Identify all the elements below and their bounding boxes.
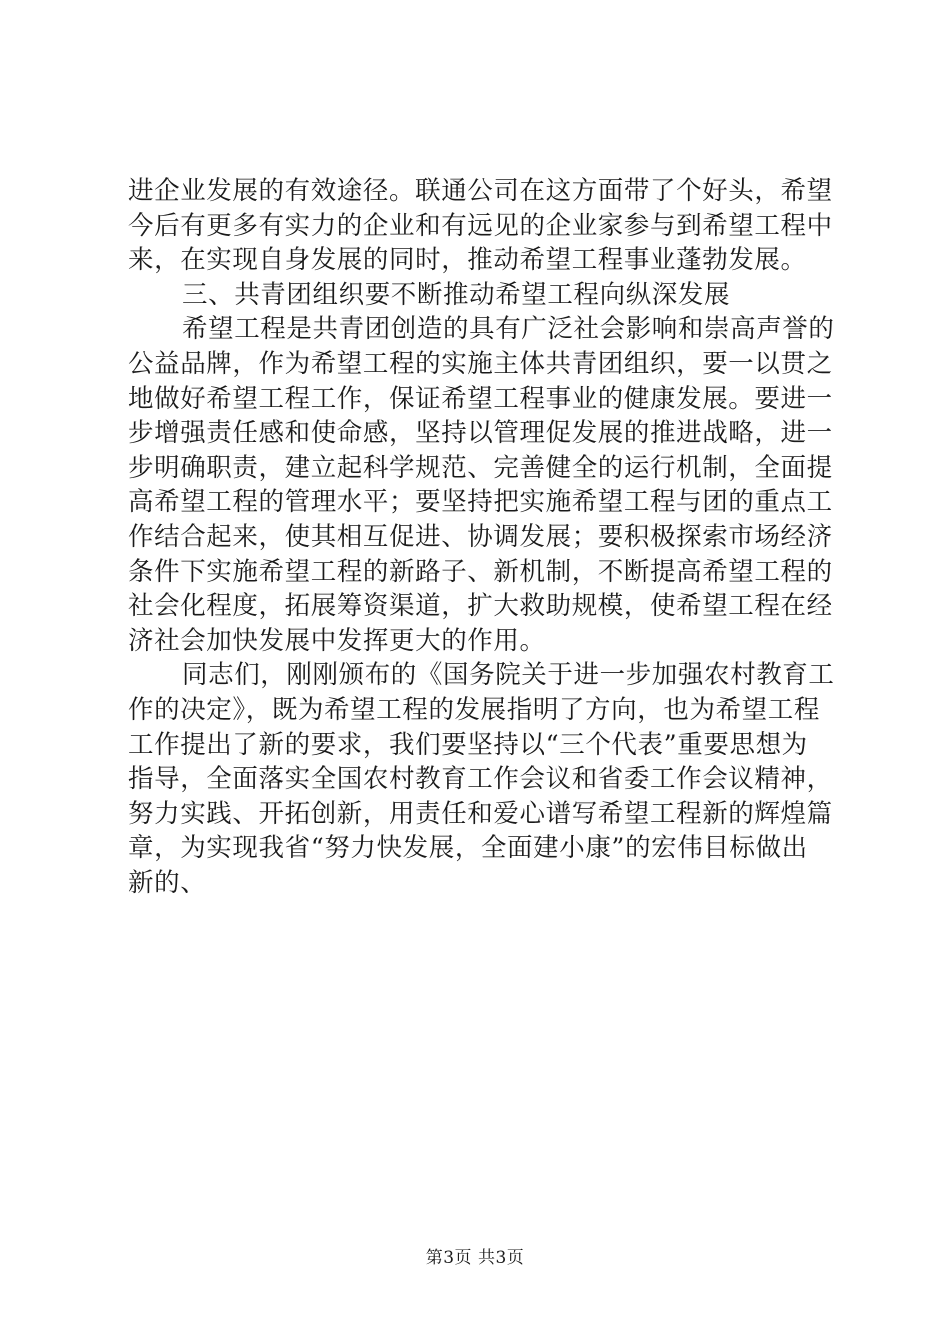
text-line: 高希望工程的管理水平；要坚持把实施希望工程与团的重点工 bbox=[128, 487, 833, 518]
text-line: 进企业发展的有效途径。联通公司在这方面带了个好头，希望 bbox=[128, 176, 833, 206]
text-line: 今后有更多有实力的企业和有远见的企业家参与到希望工程中 bbox=[128, 210, 833, 241]
text-line: 工作提出了新的要求，我们要坚持以“三个代表”重要思想为 bbox=[128, 729, 808, 760]
text-line: 公益品牌，作为希望工程的实施主体共青团组织，要一以贯之 bbox=[128, 348, 833, 379]
text-line: 同志们，刚刚颁布的《国务院关于进一步加强农村教育工 bbox=[182, 660, 835, 691]
text-line: 新的、 bbox=[128, 867, 207, 898]
page-number-footer: 第3页 共3页 bbox=[425, 1248, 525, 1268]
text-line: 地做好希望工程工作，保证希望工程事业的健康发展。要进一 bbox=[128, 383, 833, 414]
text-line: 章，为实现我省“努力快发展，全面建小康”的宏伟目标做出 bbox=[128, 833, 808, 864]
text-line: 作的决定》，既为希望工程的发展指明了方向，也为希望工程 bbox=[128, 694, 820, 725]
text-line: 指导，全面落实全国农村教育工作会议和省委工作会议精神， bbox=[128, 764, 833, 795]
text-line: 步增强责任感和使命感，坚持以管理促发展的推进战略，进一 bbox=[128, 418, 833, 449]
text-line: 作结合起来，使其相互促进、协调发展；要积极探索市场经济 bbox=[128, 521, 833, 552]
text-line: 希望工程是共青团创造的具有广泛社会影响和崇高声誉的 bbox=[182, 314, 835, 345]
document-body bbox=[128, 174, 838, 900]
text-line: 济社会加快发展中发挥更大的作用。 bbox=[128, 625, 546, 656]
text-line: 条件下实施希望工程的新路子、新机制，不断提高希望工程的 bbox=[128, 556, 833, 587]
text-line: 社会化程度，拓展筹资渠道，扩大救助规模，使希望工程在经 bbox=[128, 591, 833, 622]
text-line: 努力实践、开拓创新，用责任和爱心谱写希望工程新的辉煌篇 bbox=[128, 798, 833, 829]
text-line: 步明确职责，建立起科学规范、完善健全的运行机制，全面提 bbox=[128, 452, 833, 483]
section-heading: 三、共青团组织要不断推动希望工程向纵深发展 bbox=[182, 279, 731, 310]
text-line: 来，在实现自身发展的同时，推动希望工程事业蓬勃发展。 bbox=[128, 245, 807, 276]
